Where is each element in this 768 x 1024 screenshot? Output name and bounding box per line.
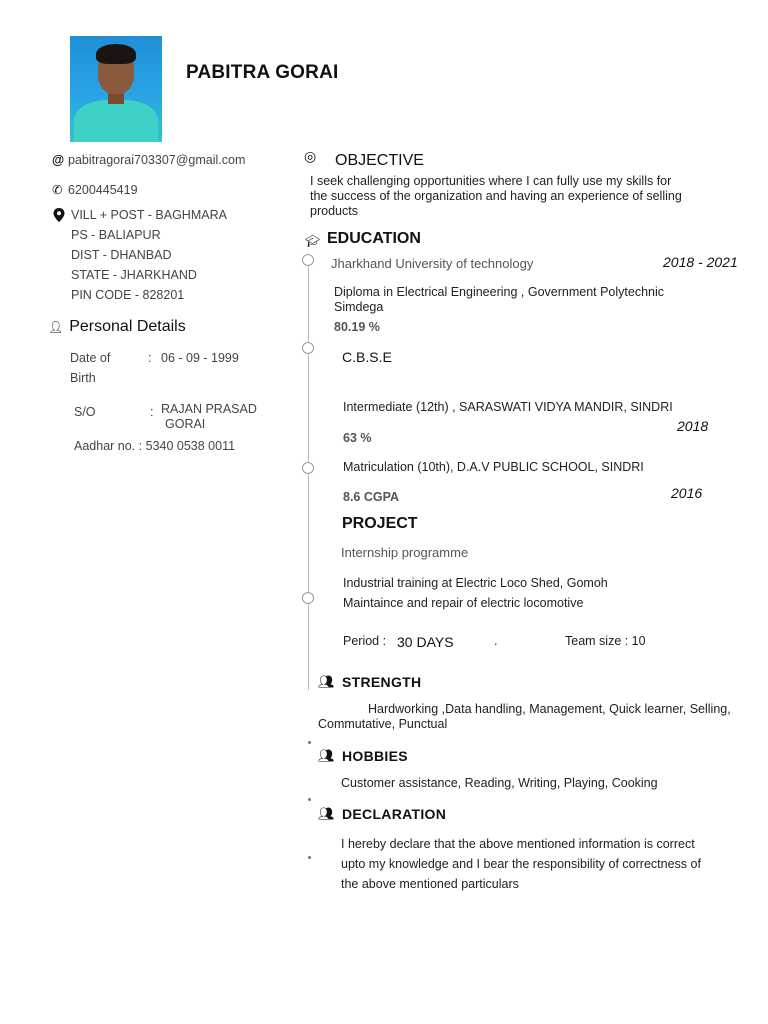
people-icon: 👥︎ [318, 674, 335, 689]
address-line: PIN CODE - 828201 [71, 288, 185, 302]
period-dot: . [494, 634, 498, 648]
at-icon: @ [52, 153, 65, 167]
objective-heading: OBJECTIVE [335, 152, 424, 169]
team-size: Team size : 10 [565, 634, 646, 648]
strength-text: Hardworking ,Data handling, Management, Quick learner, Selling, Commutative, Punctual [318, 702, 731, 731]
period-label: Period : [343, 634, 387, 648]
dob-colon: : [148, 351, 152, 365]
profile-photo [70, 36, 162, 142]
so-label: S/O [74, 405, 96, 419]
diploma-text: Diploma in Electrical Engineering , Government Polytechnic Simdega [334, 285, 665, 314]
email-text: pabitragorai703307@gmail.com [68, 153, 246, 167]
university-name: Jharkhand University of technology [331, 256, 534, 271]
address-line: STATE - JHARKHAND [71, 268, 197, 282]
address-line: DIST - DHANBAD [71, 248, 172, 262]
candidate-name: PABITRA GORAI [186, 62, 339, 83]
declaration-heading: DECLARATION [342, 806, 447, 822]
graduation-cap-icon: 🎓︎ [305, 234, 321, 248]
people-icon: 👥︎ [318, 748, 335, 763]
aadhar-row: Aadhar no. : 5340 0538 0011 [74, 439, 236, 453]
bullet-dot [308, 856, 311, 859]
university-years: 2018 - 2021 [663, 254, 738, 270]
matric-text: Matriculation (10th), D.A.V PUBLIC SCHOOL, SINDRI [343, 460, 644, 474]
aadhar-value: 5340 0538 0011 [145, 439, 236, 453]
email-row [52, 153, 245, 167]
timeline-dot [302, 254, 314, 266]
project-details: Industrial training at Electric Loco Shed, Gomoh Maintaince and repair of electric locomotive [343, 576, 608, 610]
phone-text: 6200445419 [68, 183, 138, 197]
timeline-line [308, 260, 309, 690]
bullet-dot [308, 798, 311, 801]
so-value: RAJAN PRASAD GORAI [161, 402, 257, 431]
so-colon: : [150, 405, 154, 419]
person-icon: 👤︎ [48, 320, 64, 334]
matric-score: 8.6 CGPA [343, 490, 400, 504]
location-icon [53, 208, 65, 225]
diploma-score: 80.19 % [334, 320, 380, 334]
phone-icon: ✆ [52, 183, 63, 197]
hobbies-text: Customer assistance, Reading, Writing, Playing, Cooking [341, 776, 658, 790]
objective-text: I seek challenging opportunities where I can fully use my skills for the success of the organization and having an experience of selling products [310, 174, 682, 218]
period-value: 30 DAYS [397, 634, 454, 650]
board-label: C.B.S.E [342, 349, 392, 365]
project-subtitle: Internship programme [341, 545, 469, 560]
timeline-dot [302, 592, 314, 604]
strength-heading: STRENGTH [342, 674, 422, 690]
project-heading: PROJECT [342, 515, 418, 532]
bullet-dot [308, 741, 311, 744]
address-line: PS - BALIAPUR [71, 228, 161, 242]
address-line: VILL + POST - BAGHMARA [71, 208, 227, 222]
timeline-dot [302, 462, 314, 474]
intermediate-text: Intermediate (12th) , SARASWATI VIDYA MANDIR, SINDRI [343, 400, 673, 414]
education-heading: EDUCATION [327, 230, 421, 247]
phone-row [52, 182, 138, 197]
personal-details-heading: 👤︎ Personal Details [48, 318, 186, 335]
aadhar-label: Aadhar no. [74, 439, 136, 453]
intermediate-year: 2018 [677, 418, 709, 434]
dob-label: Date of Birth [70, 351, 111, 385]
timeline-dot [302, 342, 314, 354]
intermediate-score: 63 % [343, 431, 372, 445]
declaration-text: I hereby declare that the above mentioned information is correct upto my knowledge and I bear the responsibility of correctness of the above mentioned particulars [341, 837, 701, 891]
address-block [71, 205, 227, 305]
hobbies-heading: HOBBIES [342, 748, 408, 764]
target-icon: ◎ [304, 148, 317, 164]
people-icon: 👥︎ [318, 806, 335, 821]
matric-year: 2016 [671, 485, 703, 501]
dob-value: 06 - 09 - 1999 [161, 351, 239, 365]
